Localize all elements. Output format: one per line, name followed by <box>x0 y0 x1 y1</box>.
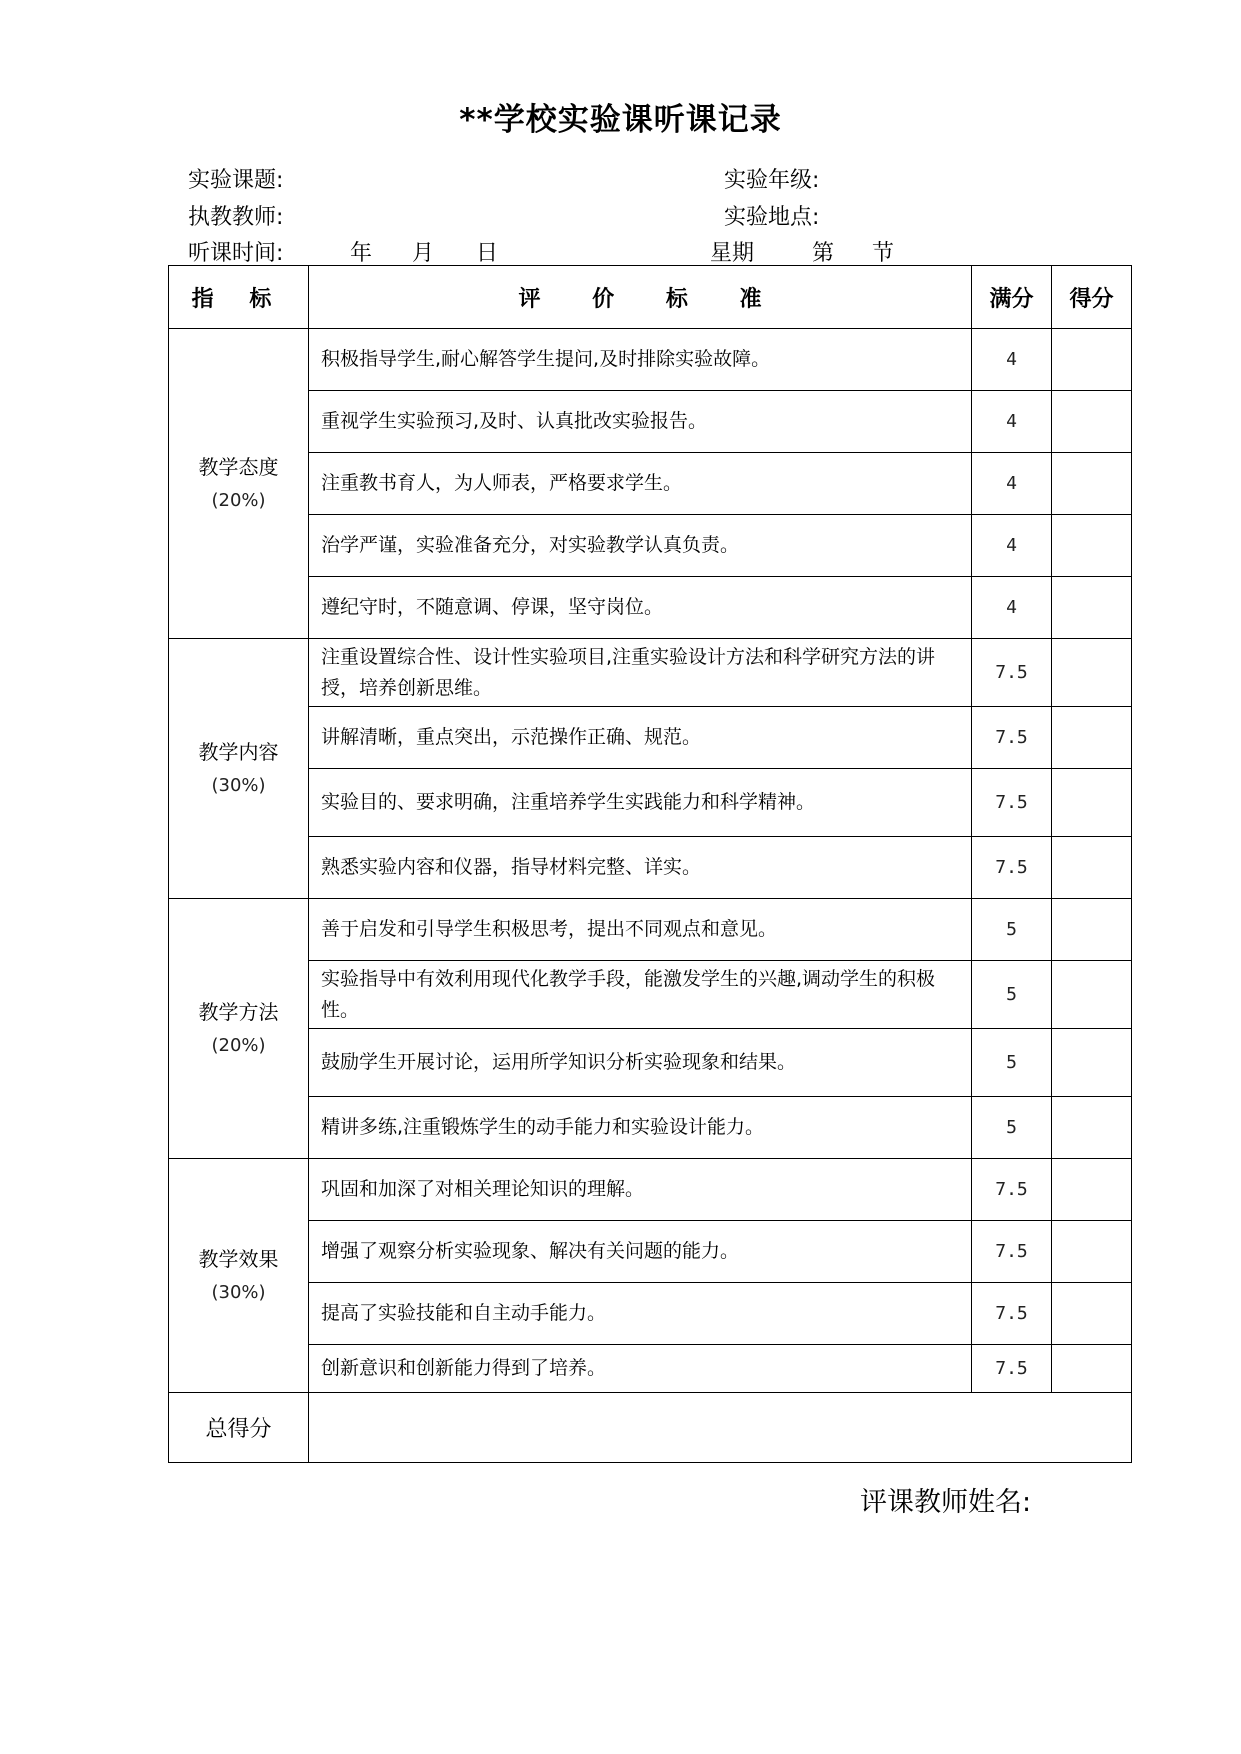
criterion-cell: 鼓励学生开展讨论，运用所学知识分析实验现象和结果。 <box>309 1029 972 1097</box>
criterion-cell: 熟悉实验内容和仪器，指导材料完整、详实。 <box>309 837 972 899</box>
indicator-cell-method <box>169 899 309 1159</box>
score-input-cell[interactable] <box>1052 1345 1132 1393</box>
indicator-name: 教学内容 <box>198 739 279 764</box>
weekday-label: 星期 <box>710 241 755 266</box>
max-score-cell: 7.5 <box>972 837 1052 899</box>
table-row <box>169 639 1132 707</box>
indicator-cell-attitude <box>169 329 309 639</box>
max-score-cell: 5 <box>972 1097 1052 1159</box>
table-row <box>169 769 1132 837</box>
score-input-cell[interactable] <box>1052 1029 1132 1097</box>
max-score-cell: 7.5 <box>972 707 1052 769</box>
max-score-cell: 4 <box>972 391 1052 453</box>
indicator-weight: (30%) <box>211 1281 266 1303</box>
max-score-cell: 7.5 <box>972 1345 1052 1393</box>
score-input-cell[interactable] <box>1052 1283 1132 1345</box>
table-row <box>169 577 1132 639</box>
header-max-score: 满分 <box>972 266 1052 329</box>
indicator-weight: (20%) <box>211 1034 266 1056</box>
table-row <box>169 1159 1132 1221</box>
criterion-cell: 积极指导学生,耐心解答学生提问,及时排除实验故障。 <box>309 329 972 391</box>
total-score-label: 总得分 <box>169 1393 309 1463</box>
max-score-cell: 5 <box>972 961 1052 1029</box>
period-suffix-label: 节 <box>872 241 895 266</box>
score-input-cell[interactable] <box>1052 837 1132 899</box>
max-score-cell: 4 <box>972 329 1052 391</box>
max-score-cell: 5 <box>972 899 1052 961</box>
table-header-row <box>169 266 1132 329</box>
criterion-cell: 实验目的、要求明确，注重培养学生实践能力和科学精神。 <box>309 769 972 837</box>
score-input-cell[interactable] <box>1052 391 1132 453</box>
criterion-cell: 重视学生实验预习,及时、认真批改实验报告。 <box>309 391 972 453</box>
month-label: 月 <box>412 241 435 266</box>
period-prefix-label: 第 <box>812 241 835 266</box>
table-row <box>169 453 1132 515</box>
max-score-cell: 5 <box>972 1029 1052 1097</box>
max-score-cell: 7.5 <box>972 1283 1052 1345</box>
max-score-cell: 7.5 <box>972 1221 1052 1283</box>
score-input-cell[interactable] <box>1052 453 1132 515</box>
location-label: 实验地点: <box>724 205 820 230</box>
max-score-cell: 7.5 <box>972 1159 1052 1221</box>
criterion-cell: 实验指导中有效利用现代化教学手段，能激发学生的兴趣,调动学生的积极性。 <box>309 961 972 1029</box>
evaluator-name-label: 评课教师姓名: <box>860 1487 1032 1518</box>
header-criteria: 评 价 标 准 <box>309 266 972 329</box>
indicator-name: 教学态度 <box>198 454 279 479</box>
total-score-input-cell[interactable] <box>309 1393 1132 1463</box>
score-input-cell[interactable] <box>1052 899 1132 961</box>
indicator-cell-effect <box>169 1159 309 1393</box>
score-input-cell[interactable] <box>1052 707 1132 769</box>
table-row <box>169 837 1132 899</box>
max-score-cell: 4 <box>972 453 1052 515</box>
criterion-cell: 遵纪守时，不随意调、停课，坚守岗位。 <box>309 577 972 639</box>
criterion-cell: 巩固和加深了对相关理论知识的理解。 <box>309 1159 972 1221</box>
table-row <box>169 899 1132 961</box>
table-row <box>169 391 1132 453</box>
table-row <box>169 707 1132 769</box>
indicator-cell-content <box>169 639 309 899</box>
header-score: 得分 <box>1052 266 1132 329</box>
criterion-cell: 讲解清晰，重点突出，示范操作正确、规范。 <box>309 707 972 769</box>
total-row <box>169 1393 1132 1463</box>
table-row <box>169 329 1132 391</box>
criterion-cell: 提高了实验技能和自主动手能力。 <box>309 1283 972 1345</box>
score-input-cell[interactable] <box>1052 769 1132 837</box>
indicator-name: 教学方法 <box>198 999 279 1024</box>
topic-label: 实验课题: <box>188 168 284 193</box>
indicator-weight: (30%) <box>211 774 266 796</box>
criterion-cell: 精讲多练,注重锻炼学生的动手能力和实验设计能力。 <box>309 1097 972 1159</box>
table-row <box>169 515 1132 577</box>
max-score-cell: 4 <box>972 577 1052 639</box>
grade-label: 实验年级: <box>724 168 820 193</box>
criterion-cell: 治学严谨，实验准备充分，对实验教学认真负责。 <box>309 515 972 577</box>
score-input-cell[interactable] <box>1052 1159 1132 1221</box>
table-row <box>169 961 1132 1029</box>
criterion-cell: 注重设置综合性、设计性实验项目,注重实验设计方法和科学研究方法的讲授，培养创新思维。 <box>309 639 972 707</box>
page-title: **学校实验课听课记录 <box>459 102 782 138</box>
score-input-cell[interactable] <box>1052 515 1132 577</box>
day-label: 日 <box>476 241 499 266</box>
indicator-name: 教学效果 <box>198 1246 279 1271</box>
header-indicator: 指 标 <box>169 266 309 329</box>
table-row <box>169 1345 1132 1393</box>
score-input-cell[interactable] <box>1052 639 1132 707</box>
criterion-cell: 增强了观察分析实验现象、解决有关问题的能力。 <box>309 1221 972 1283</box>
criterion-cell: 善于启发和引导学生积极思考，提出不同观点和意见。 <box>309 899 972 961</box>
teacher-label: 执教教师: <box>188 205 284 230</box>
table-row <box>169 1029 1132 1097</box>
max-score-cell: 7.5 <box>972 639 1052 707</box>
evaluation-table <box>168 265 1132 1463</box>
max-score-cell: 4 <box>972 515 1052 577</box>
criterion-cell: 创新意识和创新能力得到了培养。 <box>309 1345 972 1393</box>
score-input-cell[interactable] <box>1052 1097 1132 1159</box>
score-input-cell[interactable] <box>1052 577 1132 639</box>
indicator-weight: (20%) <box>211 489 266 511</box>
table-row <box>169 1283 1132 1345</box>
time-label: 听课时间: <box>188 241 284 266</box>
table-row <box>169 1097 1132 1159</box>
score-input-cell[interactable] <box>1052 329 1132 391</box>
max-score-cell: 7.5 <box>972 769 1052 837</box>
criterion-cell: 注重教书育人，为人师表，严格要求学生。 <box>309 453 972 515</box>
year-label: 年 <box>350 241 373 266</box>
score-input-cell[interactable] <box>1052 1221 1132 1283</box>
score-input-cell[interactable] <box>1052 961 1132 1029</box>
table-row <box>169 1221 1132 1283</box>
